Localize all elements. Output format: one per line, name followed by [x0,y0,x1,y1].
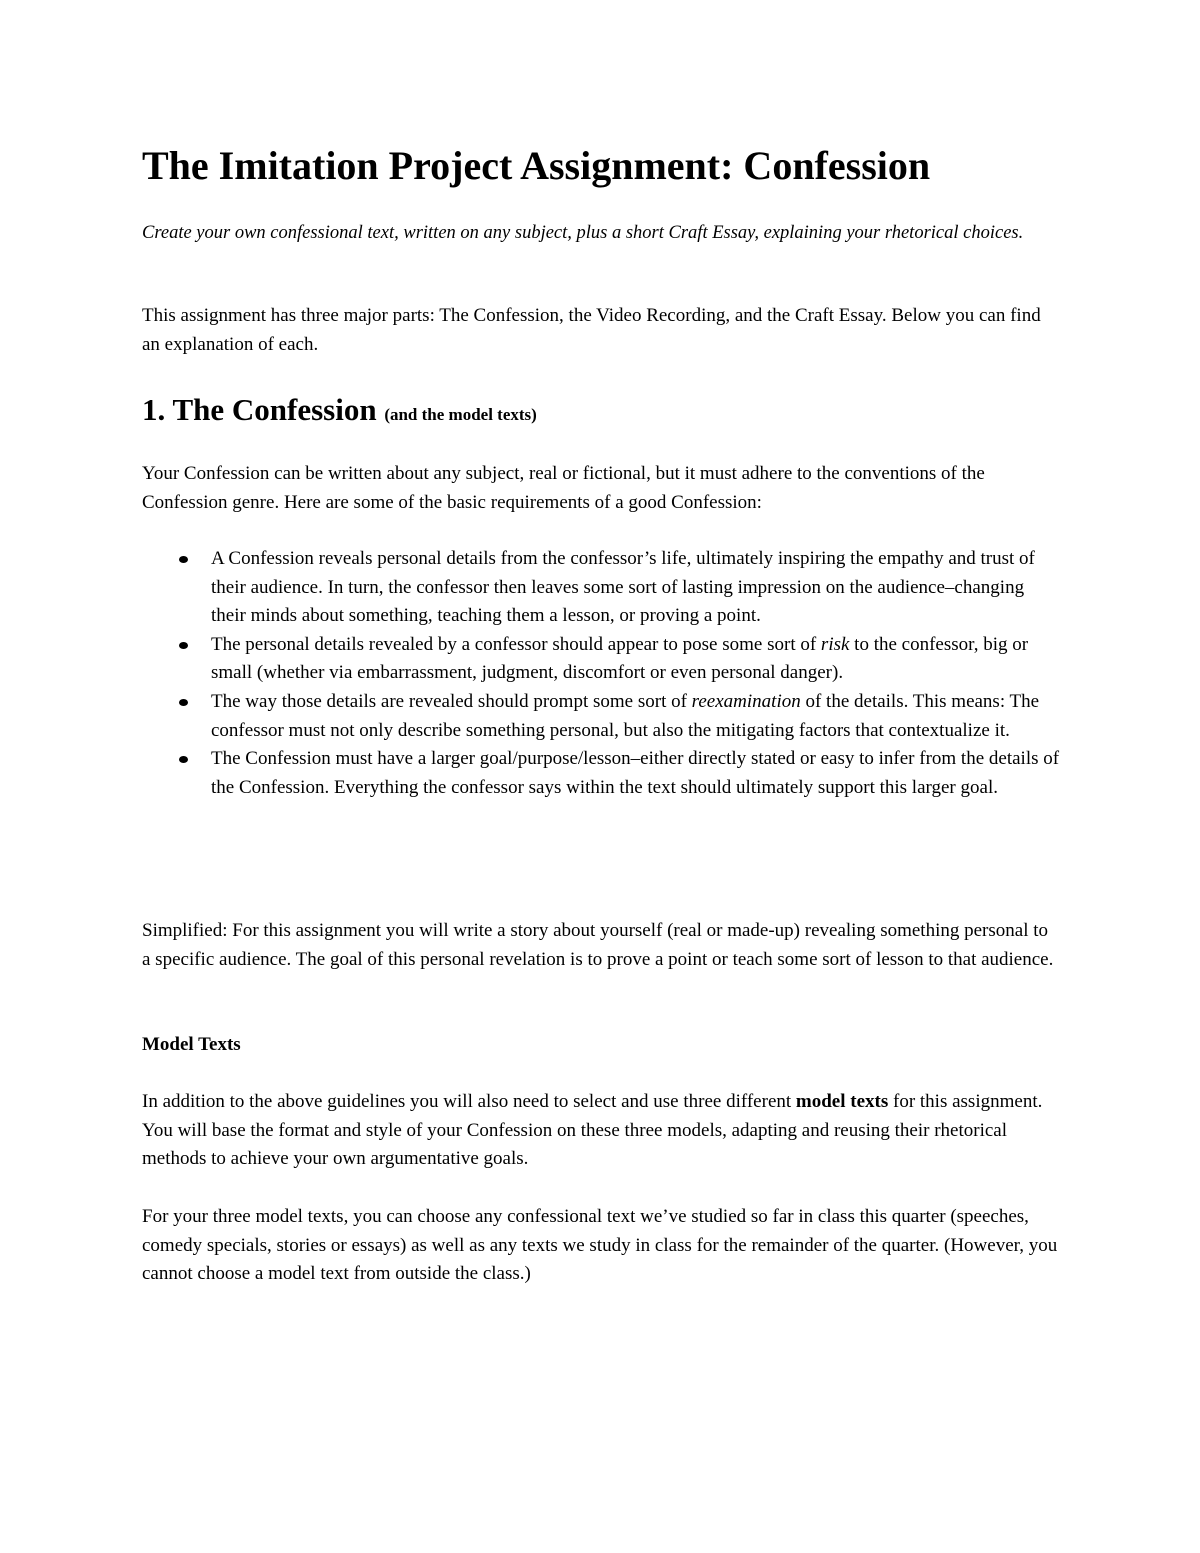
requirements-list [142,545,1060,802]
bullet-icon [179,756,188,763]
simplified-paragraph: Simplified: For this assignment you will write a story about yourself (real or made-up) revealing something personal to a specific audience. The goal of this personal revelation is to prove a point or teach some sort of lesson to that audience. [142,920,1054,970]
model-texts-text-before: In addition to the above guidelines you will also need to select and use three different [142,1091,796,1112]
confession-paragraph: Your Confession can be written about any subject, real or fictional, but it must adhere to the conventions of the Confession genre. Here are some of the basic requirements of a good Confession: [142,463,985,513]
list-item [142,545,1060,631]
document-title: The Imitation Project Assignment: Confession [142,143,931,188]
list-item [142,688,1060,745]
section-heading-note: (and the model texts) [384,405,537,424]
intro-paragraph: This assignment has three major parts: The Confession, the Video Recording, and the Craft Essay. Below you can find an explanation of each. [142,305,1041,355]
model-texts-text-after: for this assignment. You will base the format and style of your Confession on these three models, adapting and reusing their rhetorical methods to achieve your own argumentative goals. [142,1091,1043,1170]
list-item [142,745,1060,802]
section-heading-text: 1. The Confession [142,392,377,427]
section-heading-confession [142,390,537,435]
list-item-text-after: to the confessor, big or small (whether via embarrassment, judgment, discomfort or even personal danger). [211,633,1029,684]
document-subtitle: Create your own confessional text, written on any subject, plus a short Craft Essay, explaining your rhetorical choices. [142,223,1024,243]
model-texts-bold: model texts [795,1091,889,1112]
bullet-icon [179,556,188,563]
list-item-text-after: of the details. This means: The confessor must not only describe something personal, but also the mitigating factors that contextualize it. [211,690,1040,741]
model-texts-paragraph [142,1088,1060,1174]
bullet-icon [179,699,188,706]
list-item-emphasis: reexamination [691,690,801,712]
model-texts-heading: Model Texts [142,1034,241,1055]
list-item-text: A Confession reveals personal details from the confessor’s life, ultimately inspiring the empathy and trust of their audience. In turn, the confessor then leaves some sort of lasting impression on the audience–changing their minds about something, teaching them a lesson, or proving a point. [211,548,1035,627]
choose-models-paragraph: For your three model texts, you can choose any confessional text we’ve studied so far in class this quarter (speeches, comedy specials, stories or essays) as well as any texts we study in class for the remainder of the quarter. (However, you cannot choose a model text from outside the class.) [142,1206,1058,1285]
list-item [142,631,1060,688]
list-item-text-before: The way those details are revealed should prompt some sort of [211,690,692,712]
list-item-emphasis: risk [820,633,850,655]
bullet-icon [179,642,188,649]
list-item-text: The Confession must have a larger goal/purpose/lesson–either directly stated or easy to infer from the details of the Confession. Everything the confessor says within the text should ultimately support this larger goal. [211,748,1060,798]
list-item-text-before: The personal details revealed by a confessor should appear to pose some sort of [211,633,821,655]
